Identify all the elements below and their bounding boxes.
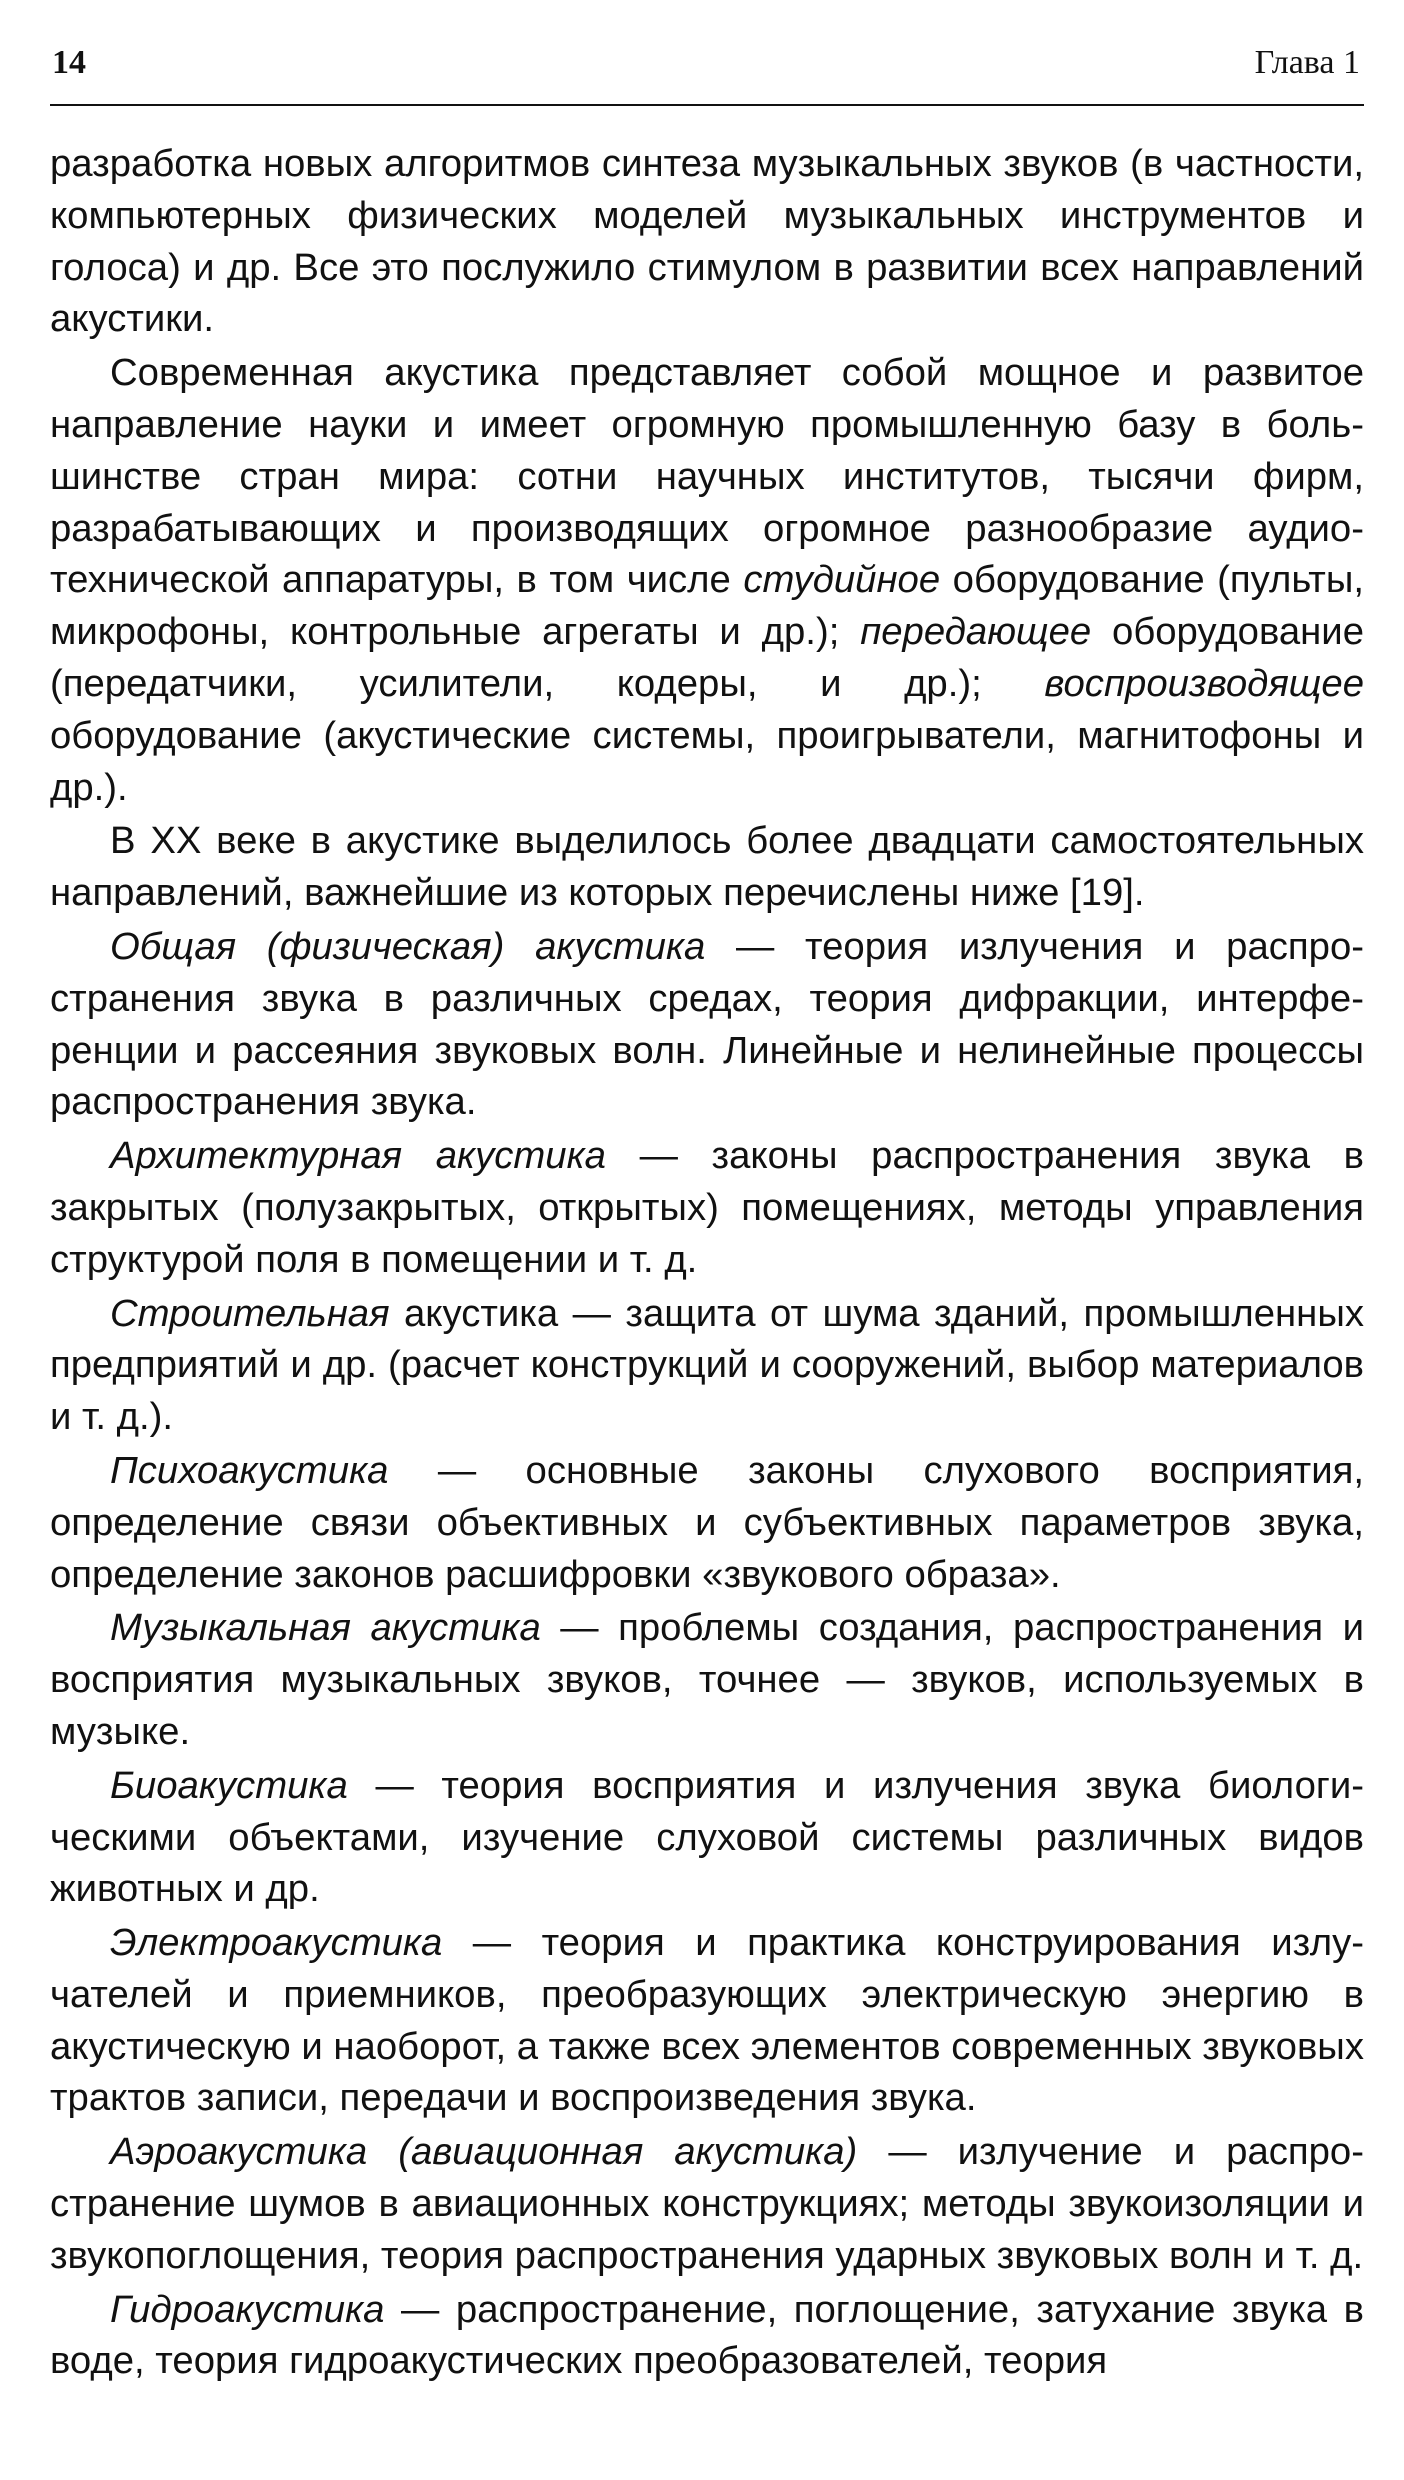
definition-term: Архитектурная акустика (110, 1134, 606, 1178)
definition-term: Музыкальная акустика (110, 1606, 541, 1650)
header-rule (50, 104, 1364, 106)
paragraph-continuation: разработка новых алгоритмов синтеза музыкальных звуков (в частности, компьютерных физических моделей музыкальных инструментов и голоса) и др. Все это послужило стимулом в развитии всех направлений акустики. (50, 142, 1364, 341)
paragraph-text: Современная акустика представляет собой мощное и развитое направление науки и имеет огромную промышленную базу в большинстве стран мира: сотни научных институтов, тысячи фирм, разрабатывающих и производящих огромное разнообразие аудиотехнической аппаратуры, в том числе (50, 351, 1364, 602)
paragraph-directions-intro: В XX веке в акустике выделилось более двадцати самостоятельных направлений, важнейшие из которых перечислены ниже [19]. (50, 819, 1364, 915)
definition-text: — законы распространения звука в закрытых (полузакрытых, открытых) помещениях, методы управления структурой поля в помещении и т. д. (50, 1134, 1364, 1281)
definition-term: Общая (физическая) акустика (110, 924, 706, 968)
definition-bioacoustics (50, 1760, 1364, 1915)
paragraph-text: оборудование (передатчики, усилители, кодеры, и др.); (50, 610, 1365, 705)
definition-term: Аэроакустика (авиационная акустика) (110, 2130, 858, 2174)
definition-hydroacoustics (50, 2284, 1364, 2388)
definition-term: Электроакустика (110, 1921, 443, 1965)
definition-architectural-acoustics (50, 1130, 1364, 1285)
definition-psychoacoustics (50, 1445, 1364, 1600)
definition-term: Гидроакустика (110, 2287, 385, 2331)
definition-term: Биоакустика (110, 1763, 348, 1807)
definition-musical-acoustics (50, 1602, 1364, 1757)
definition-text: акустика — защита от шума зданий, промышленных предприятий и др. (расчет конструкций и сооружений, выбор материалов и т. д.). (50, 1291, 1364, 1439)
emphasis-term: передающее (860, 610, 1092, 654)
emphasis-term: воспроизводящее (1044, 661, 1364, 705)
definition-aeroacoustics (50, 2126, 1364, 2281)
definition-text: — теория излучения и распространения звука в различных средах, теория дифракции, интерференции и рассеяния звуковых волн. Линейные и нелинейные процессы распространения звука. (50, 924, 1365, 1124)
page-number: 14 (52, 44, 86, 81)
paragraph-modern-acoustics (50, 347, 1364, 813)
definition-text: — основные законы слухового восприятия, определение связи объективных и субъективных параметров звука, определение законов расшифровки «звукового образа». (50, 1448, 1364, 1596)
chapter-title: Глава 1 (1254, 44, 1360, 81)
definition-text: — проблемы создания, распространения и восприятия музыкальных звуков, точнее — звуков, используемых в музыке. (50, 1606, 1364, 1753)
emphasis-term: студийное (743, 558, 941, 602)
definition-term: Строительная (110, 1291, 390, 1335)
definition-general-acoustics (50, 921, 1364, 1128)
definition-term: Психоакустика (110, 1448, 389, 1492)
definition-text: — излучение и распространение шумов в авиационных конструкциях; методы звукоизоляции и звукопоглощения, теория распространения ударных звуковых волн и т. д. (50, 2130, 1364, 2277)
paragraph-text: оборудование (акустические системы, проигрыватели, магнитофоны и др.). (50, 713, 1364, 809)
body-text (50, 138, 1364, 2389)
definition-text: — теория восприятия и излучения звука биологическими объектами, изучение слуховой системы различных видов животных и др. (50, 1763, 1364, 1911)
definition-text: — распространение, поглощение, затухание звука в воде, теория гидроакустических преобразователей, теория (50, 2287, 1364, 2383)
definition-electroacoustics (50, 1917, 1364, 2124)
definition-text: — теория и практика конструирования излучателей и приемников, преобразующих электрическую энергию в акустическую и наоборот, а также всех элементов современных звуковых трактов записи, передачи и воспроизведения звука. (50, 1921, 1364, 2120)
book-page (50, 0, 1364, 2480)
paragraph-text: оборудование (пульты, микрофоны, контрольные агрегаты и др.); (50, 558, 1364, 654)
running-header (50, 38, 1364, 94)
definition-building-acoustics (50, 1288, 1364, 1443)
